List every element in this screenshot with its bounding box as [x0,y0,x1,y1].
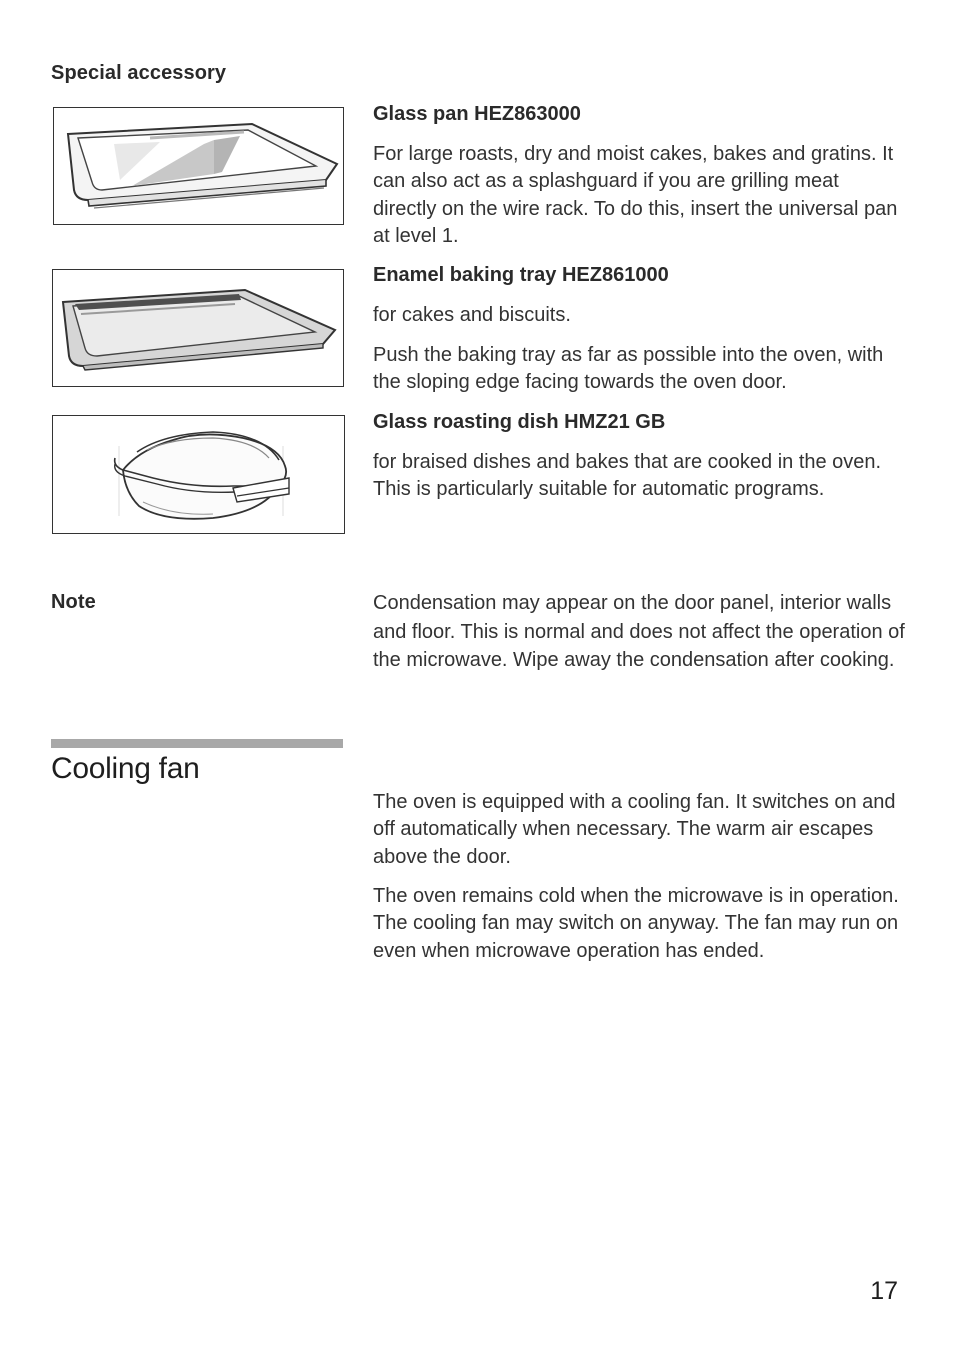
baking-tray-icon [53,270,343,386]
roasting-dish-description: for braised dishes and bakes that are cooked in the oven. This is particularly suitable for automatic programs. [373,451,882,501]
glass-pan-description: For large roasts, dry and moist cakes, bakes and gratins. It can also act as a splashguard if you are grilling meat directly on the wire rack. To do this, insert the universal pan at level 1. [373,143,898,247]
baking-tray-illustration [52,269,344,387]
roasting-dish-icon [53,416,344,533]
baking-tray-title: Enamel baking tray HEZ861000 [373,264,669,286]
baking-tray-instructions: Push the baking tray as far as possible into the oven, with the sloping edge facing towards the oven door. [373,344,884,394]
section-divider-bar [51,739,343,748]
note-label: Note [51,591,96,613]
cooling-fan-paragraph: The oven is equipped with a cooling fan. It switches on and off automatically when necessary. The warm air escapes above the door. [373,791,896,868]
note-text: Condensation may appear on the door panel, interior walls and floor. This is normal and does not affect the operation of the microwave. Wipe away the condensation after cooking. [373,592,905,671]
baking-tray-usage: for cakes and biscuits. [373,304,571,326]
glass-pan-title: Glass pan HEZ863000 [373,103,581,125]
roasting-dish-title: Glass roasting dish HMZ21 GB [373,411,666,433]
special-accessory-label: Special accessory [51,62,227,84]
page-number: 17 [870,1277,898,1305]
roasting-dish-illustration [52,415,345,534]
cooling-fan-paragraph: The oven remains cold when the microwave is in operation. The cooling fan may switch on anyway. The fan may run on even when microwave operation has ended. [373,885,899,962]
section-title: Cooling fan [51,752,200,785]
glass-pan-icon [54,108,343,224]
glass-pan-illustration [53,107,344,225]
